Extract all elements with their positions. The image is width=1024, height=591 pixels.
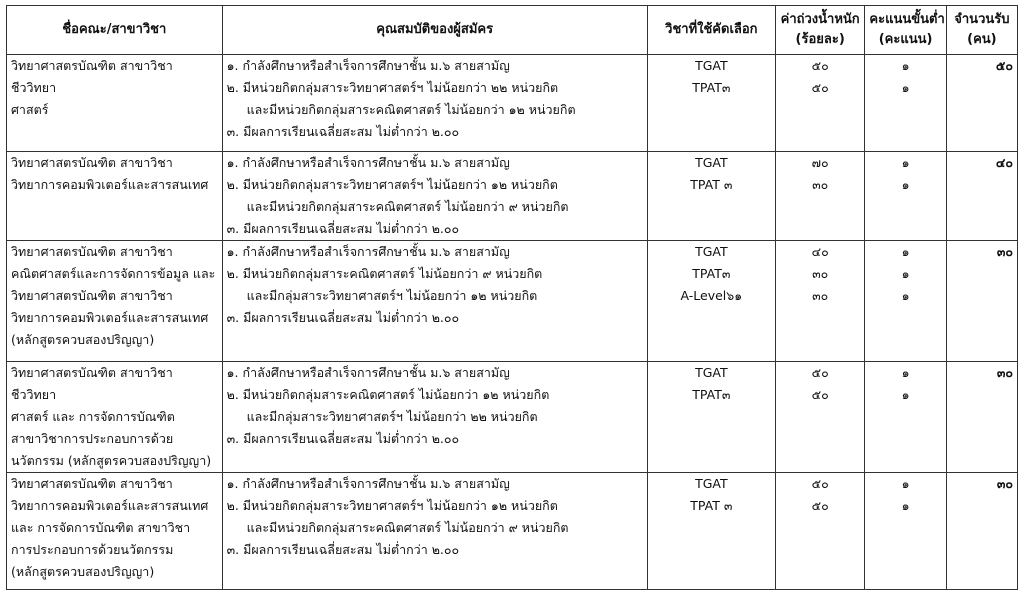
program-line: วิทยาศาสตรบัณฑิต สาขาวิชา (11, 288, 173, 303)
qualification-line: ๑. กำลังศึกษาหรือสำเร็จการศึกษาชั้น ม.๖ สายสามัญ (226, 476, 510, 491)
min-scores-cell (865, 241, 946, 362)
weight-value: ๕๐ (811, 58, 829, 73)
qualification-line: ๑. กำลังศึกษาหรือสำเร็จการศึกษาชั้น ม.๖ สายสามัญ (226, 58, 510, 73)
qualification-line: ๒. มีหน่วยกิตกลุ่มสาระวิทยาศาสตร์ฯ ไม่น้อยกว่า ๒๒ หน่วยกิต (226, 80, 559, 95)
weight-value: ๓๐ (812, 288, 829, 303)
table-row (7, 362, 1018, 473)
qualification-line: ๒. มีหน่วยกิตกลุ่มสาระวิทยาศาสตร์ฯ ไม่น้อยกว่า ๑๒ หน่วยกิต (226, 498, 558, 513)
min-score-value: ๑ (901, 365, 910, 380)
min-score-value: ๑ (901, 498, 910, 513)
min-score-value: ๑ (901, 476, 910, 491)
subjects-cell (647, 152, 775, 241)
weights-cell (775, 152, 865, 241)
table-row (7, 473, 1018, 590)
seats-cell: ๕๐ (946, 55, 1017, 152)
weight-value: ๔๐ (811, 244, 829, 259)
subject-item: A-Level๖๑ (680, 288, 743, 303)
qualifications-cell (222, 362, 647, 473)
subject-item: TPAT ๓ (690, 498, 733, 513)
program-line: ศาสตร์ และ การจัดการบัณฑิต (11, 409, 175, 424)
min-score-value: ๑ (901, 266, 910, 281)
program-cell (7, 362, 223, 473)
qualification-line: ๓. มีผลการเรียนเฉลี่ยสะสม ไม่ต่ำกว่า ๒.๐๐ (226, 124, 460, 139)
qualification-line: และมีหน่วยกิตกลุ่มสาระคณิตศาสตร์ ไม่น้อยกว่า ๑๒ หน่วยกิต (246, 102, 576, 117)
qualification-line: และมีกลุ่มสาระวิทยาศาสตร์ฯ ไม่น้อยกว่า ๑๒ หน่วยกิต (246, 288, 538, 303)
seats-cell: ๓๐ (946, 241, 1017, 362)
qualification-line: ๓. มีผลการเรียนเฉลี่ยสะสม ไม่ต่ำกว่า ๒.๐๐ (226, 310, 460, 325)
header-weight-line: ค่าถ่วงน้ำหนัก (780, 12, 860, 27)
subjects-cell (647, 362, 775, 473)
admission-table (6, 5, 1018, 590)
qualification-line: และมีกลุ่มสาระวิทยาศาสตร์ฯ ไม่น้อยกว่า ๒๒ หน่วยกิต (246, 409, 538, 424)
subject-item: TGAT (695, 365, 728, 380)
qualification-line: ๑. กำลังศึกษาหรือสำเร็จการศึกษาชั้น ม.๖ สายสามัญ (226, 155, 510, 170)
table-header (7, 6, 1018, 55)
program-line: ศาสตร์ (11, 102, 49, 117)
weight-value: ๕๐ (811, 476, 829, 491)
subject-item: TGAT (695, 476, 728, 491)
program-line: วิทยาศาสตรบัณฑิต สาขาวิชา (11, 476, 173, 491)
header-min-score-unit: (คะแนน) (878, 32, 933, 47)
weight-value: ๕๐ (811, 365, 829, 380)
qualification-line: ๒. มีหน่วยกิตกลุ่มสาระคณิตศาสตร์ ไม่น้อยกว่า ๑๒ หน่วยกิต (226, 387, 550, 402)
min-score-value: ๑ (901, 244, 910, 259)
program-line: วิทยาศาสตรบัณฑิต สาขาวิชาชีววิทยา (11, 58, 173, 95)
program-line: (หลักสูตรควบสองปริญญา) (11, 332, 155, 347)
qualification-line: ๓. มีผลการเรียนเฉลี่ยสะสม ไม่ต่ำกว่า ๒.๐๐ (226, 542, 460, 557)
subject-item: TPAT๓ (692, 387, 731, 402)
program-line: การประกอบการด้วยนวัตกรรม (11, 542, 174, 557)
seats-cell: ๓๐ (946, 362, 1017, 473)
header-weight-unit: (ร้อยละ) (795, 32, 845, 47)
subject-item: TGAT (695, 244, 728, 259)
subject-item: TPAT๓ (692, 266, 731, 281)
qualification-line: ๒. มีหน่วยกิตกลุ่มสาระวิทยาศาสตร์ฯ ไม่น้อยกว่า ๑๒ หน่วยกิต (226, 177, 558, 192)
table-row (7, 152, 1018, 241)
subjects-cell (647, 473, 775, 590)
min-scores-cell (865, 55, 946, 152)
min-score-value: ๑ (901, 177, 910, 192)
header-weight (775, 6, 865, 55)
program-cell (7, 241, 223, 362)
header-row (7, 6, 1018, 55)
qualification-line: ๑. กำลังศึกษาหรือสำเร็จการศึกษาชั้น ม.๖ สายสามัญ (226, 244, 510, 259)
qualifications-cell (222, 152, 647, 241)
subject-item: TPAT ๓ (690, 177, 733, 192)
qualifications-cell (222, 241, 647, 362)
min-score-value: ๑ (901, 80, 910, 95)
min-scores-cell (865, 473, 946, 590)
qualifications-cell (222, 473, 647, 590)
qualifications-cell (222, 55, 647, 152)
program-line: และ การจัดการบัณฑิต สาขาวิชา (11, 520, 191, 535)
min-scores-cell (865, 152, 946, 241)
weights-cell (775, 241, 865, 362)
min-score-value: ๑ (901, 155, 910, 170)
header-qualifications: คุณสมบัติของผู้สมัคร (222, 6, 647, 55)
min-score-value: ๑ (901, 387, 910, 402)
weight-value: ๕๐ (811, 80, 829, 95)
program-line: วิทยาการคอมพิวเตอร์และสารสนเทศ (11, 498, 209, 513)
header-min-score-line: คะแนนขั้นต่ำ (869, 12, 945, 27)
program-line: วิทยาศาสตรบัณฑิต สาขาวิชาชีววิทยา (11, 365, 173, 402)
table-row (7, 241, 1018, 362)
weights-cell (775, 55, 865, 152)
subject-item: TPAT๓ (692, 80, 731, 95)
qualification-line: ๓. มีผลการเรียนเฉลี่ยสะสม ไม่ต่ำกว่า ๒.๐๐ (226, 221, 460, 236)
seats-cell: ๔๐ (946, 152, 1017, 241)
program-line: วิทยาการคอมพิวเตอร์และสารสนเทศ (11, 177, 209, 192)
seats-cell: ๓๐ (946, 473, 1017, 590)
subjects-cell (647, 55, 775, 152)
program-line: คณิตศาสตร์และการจัดการข้อมูล และ (11, 266, 216, 281)
weight-value: ๕๐ (811, 387, 829, 402)
program-line: (หลักสูตรควบสองปริญญา) (11, 564, 155, 579)
table-body (7, 55, 1018, 590)
subjects-cell (647, 241, 775, 362)
qualification-line: และมีหน่วยกิตกลุ่มสาระคณิตศาสตร์ ไม่น้อยกว่า ๙ หน่วยกิต (246, 199, 569, 214)
weight-value: ๕๐ (811, 498, 829, 513)
subject-item: TGAT (695, 155, 728, 170)
program-line: นวัตกรรม (หลักสูตรควบสองปริญญา) (11, 453, 212, 468)
program-line: สาขาวิชาการประกอบการด้วย (11, 431, 174, 446)
header-seats-unit: (คน) (967, 32, 997, 47)
min-score-value: ๑ (901, 288, 910, 303)
header-program: ชื่อคณะ/สาขาวิชา (7, 6, 223, 55)
qualification-line: ๑. กำลังศึกษาหรือสำเร็จการศึกษาชั้น ม.๖ สายสามัญ (226, 365, 510, 380)
program-cell (7, 473, 223, 590)
subject-item: TGAT (695, 58, 728, 73)
table-row (7, 55, 1018, 152)
min-scores-cell (865, 362, 946, 473)
qualification-line: ๒. มีหน่วยกิตกลุ่มสาระคณิตศาสตร์ ไม่น้อยกว่า ๙ หน่วยกิต (226, 266, 543, 281)
program-line: วิทยาศาสตรบัณฑิต สาขาวิชา (11, 155, 173, 170)
header-subjects: วิชาที่ใช้คัดเลือก (647, 6, 775, 55)
weights-cell (775, 473, 865, 590)
weight-value: ๓๐ (812, 266, 829, 281)
header-min-score (865, 6, 946, 55)
program-line: วิทยาศาสตรบัณฑิต สาขาวิชา (11, 244, 173, 259)
qualification-line: ๓. มีผลการเรียนเฉลี่ยสะสม ไม่ต่ำกว่า ๒.๐๐ (226, 431, 460, 446)
min-score-value: ๑ (901, 58, 910, 73)
program-cell (7, 55, 223, 152)
weights-cell (775, 362, 865, 473)
header-seats-line: จำนวนรับ (954, 12, 1010, 27)
qualification-line: และมีหน่วยกิตกลุ่มสาระคณิตศาสตร์ ไม่น้อยกว่า ๙ หน่วยกิต (246, 520, 569, 535)
weight-value: ๓๐ (812, 177, 829, 192)
weight-value: ๗๐ (811, 155, 829, 170)
header-seats (946, 6, 1017, 55)
program-cell (7, 152, 223, 241)
program-line: วิทยาการคอมพิวเตอร์และสารสนเทศ (11, 310, 209, 325)
